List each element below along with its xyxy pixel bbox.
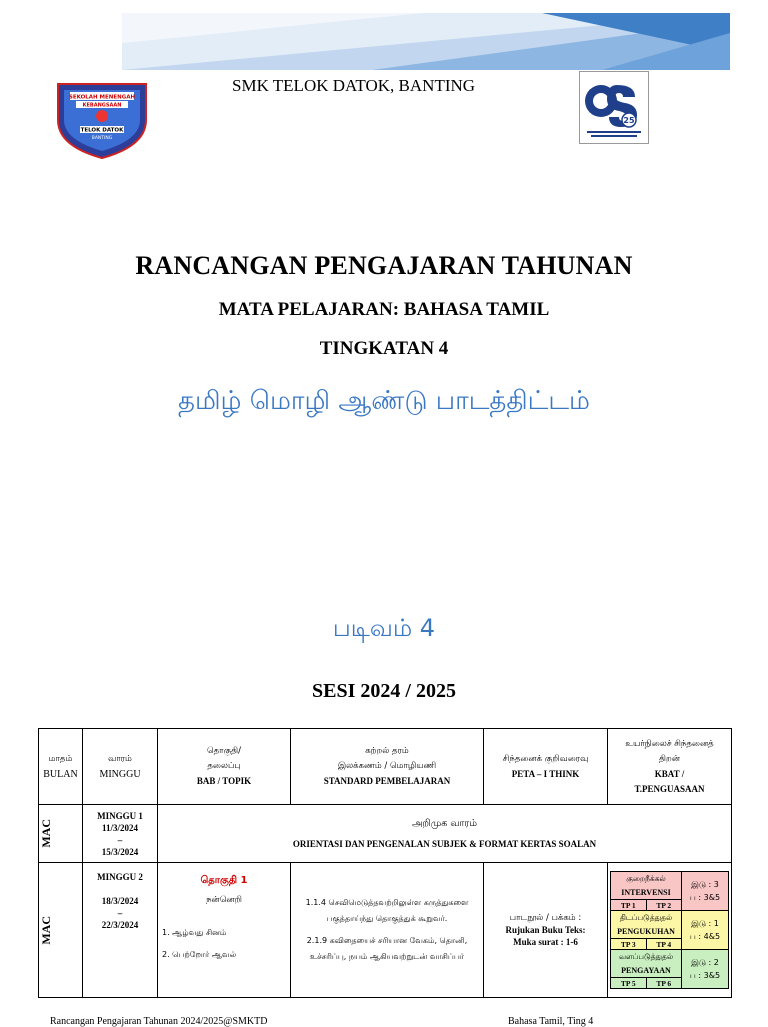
- row2-ref2: Muka surat : 1-6: [513, 937, 578, 947]
- school-name: SMK TELOK DATOK, BANTING: [232, 76, 476, 95]
- row1-month-label: MAC: [39, 819, 53, 848]
- header-kbat-ta1: உயர்நிலைச் சிந்தனைத்: [625, 738, 714, 749]
- row2-unit: தொகுதி 1: [200, 875, 248, 886]
- header-kbat-ta2: திறன்: [659, 753, 680, 764]
- crest-text-line2: KEBANGSAAN: [82, 102, 122, 109]
- subject-title: MATA PELAJARAN: BAHASA TAMIL: [218, 299, 550, 320]
- row1-date-from: 11/3/2024: [101, 822, 138, 833]
- header-month-label: BULAN: [43, 768, 78, 780]
- kbat-intervensi-tp: [611, 900, 681, 910]
- row2-ithink: [484, 863, 608, 998]
- row2-date-to: 22/3/2024: [101, 920, 139, 930]
- row2-item1: 1. ஆழ்வது சினம்: [162, 928, 227, 937]
- kbat-pengayaan-main: [611, 950, 682, 988]
- school-crest-logo: [50, 80, 154, 160]
- row2-item2: 2. பெற்றோர் ஆவல்: [162, 950, 237, 959]
- header-topic: [158, 729, 291, 805]
- header-kbat-label2: T.PENGUASAAN: [634, 783, 705, 794]
- header-banner: [122, 13, 730, 70]
- header-standard-ta2: இலக்கணம் / மொழியணி: [337, 761, 437, 771]
- kbat-pengayaan-label: PENGAYAAN: [611, 964, 681, 979]
- row1-date-to: 15/3/2024: [101, 846, 139, 857]
- header-week-ta: வாரம்: [108, 753, 132, 764]
- row2-week-label: MINGGU 2: [97, 872, 143, 882]
- education-logo: [579, 71, 649, 144]
- kbat-pengukuhan-side1: இடு : 1: [691, 919, 719, 928]
- logo-number: 25: [623, 116, 635, 125]
- kbat-intervensi-ta: குறைநீக்கல்: [626, 873, 666, 883]
- header-kbat-label1: KBAT /: [654, 768, 685, 779]
- row2-standard: [291, 863, 484, 998]
- kbat-intervensi-tp-b: TP 2: [656, 900, 672, 910]
- header-topic-ta2: தலைப்பு: [207, 761, 241, 771]
- header-standard: [291, 729, 484, 805]
- row1-week: [83, 805, 158, 863]
- row1-date-dash: –: [117, 834, 123, 845]
- row2-std2: 2.1.9 கவிதையைச் சரியான வேகம், தொனி, உச்சரிப்பு, நயம் ஆகியவற்றுடன் வாசிப்பர்: [306, 936, 468, 961]
- kbat-pengayaan-tp: [611, 978, 681, 988]
- level-title: TINGKATAN 4: [319, 338, 449, 359]
- crest-text-line3: TELOK DATOK: [80, 127, 124, 134]
- form-level-tamil: படிவம் 4: [332, 614, 436, 642]
- kbat-pengukuhan-side2: ப : 4&5: [689, 932, 721, 941]
- table-row: [39, 863, 732, 998]
- kbat-pengukuhan-ta: திடப்படுத்துதல்: [619, 912, 673, 922]
- header-ithink-label: PETA – I THINK: [511, 768, 580, 779]
- row2-topic: [158, 863, 291, 998]
- row2-ref1: Rujukan Buku Teks:: [505, 925, 586, 935]
- kbat-pengukuhan-main: [611, 911, 682, 949]
- session-title: SESI 2024 / 2025: [312, 680, 456, 702]
- table-header-row: [39, 729, 732, 805]
- footer-right: Bahasa Tamil, Ting 4: [508, 1016, 594, 1027]
- kbat-pengayaan-side2: ப : 3&5: [689, 971, 721, 980]
- kbat-intervensi-tp-a: TP 1: [611, 900, 647, 910]
- kbat-pengayaan-ta: வளப்படுத்துதல்: [618, 951, 674, 961]
- row1-intro-ta: அறிமுக வாரம்: [412, 818, 477, 829]
- kbat-intervensi-side2: ப : 3&5: [689, 893, 721, 902]
- header-ithink-ta: சிந்தனைக் குறிவரைவு: [502, 753, 589, 764]
- crest-text-line4: BANTING: [91, 136, 113, 141]
- kbat-intervensi-side1: இடு : 3: [691, 880, 719, 889]
- table-row: [39, 805, 732, 863]
- header-week: [83, 729, 158, 805]
- row2-week: [83, 863, 158, 998]
- header-week-label: MINGGU: [99, 768, 141, 780]
- kbat-pengayaan: [610, 950, 729, 989]
- row2-month-label: MAC: [39, 915, 53, 945]
- row2-std1: 1.1.4 செவிமெடுத்தவற்றிலுள்ள கருத்துகளை பகுத்தாய்ந்து தொகுத்துக் கூறுவர்.: [305, 898, 469, 923]
- header-kbat: [608, 729, 732, 805]
- kbat-intervensi-label: INTERVENSI: [611, 886, 681, 901]
- row2-month: [39, 863, 83, 998]
- row2-kbat: [608, 863, 732, 998]
- row1-orientation: [158, 805, 732, 863]
- row2-date-from: 18/3/2024: [101, 896, 139, 906]
- row2-unit-theme: நன்னெறி: [206, 895, 242, 905]
- header-topic-label: BAB / TOPIK: [196, 776, 252, 786]
- row1-orientation-text: ORIENTASI DAN PENGENALAN SUBJEK & FORMAT KERTAS SOALAN: [292, 839, 597, 849]
- row1-month: [39, 805, 83, 863]
- kbat-intervensi: [610, 871, 729, 911]
- tamil-title: தமிழ் மொழி ஆண்டு பாடத்திட்டம்: [178, 386, 590, 416]
- kbat-intervensi-side: [682, 872, 728, 910]
- kbat-pengukuhan-tp-a: TP 3: [611, 939, 647, 949]
- header-standard-ta1: கற்றல் தரம்: [365, 746, 409, 756]
- document-title: RANCANGAN PENGAJARAN TAHUNAN: [135, 251, 633, 280]
- header-ithink: [484, 729, 608, 805]
- kbat-pengukuhan-label: PENGUKUHAN: [611, 925, 681, 940]
- kbat-pengukuhan: [610, 911, 729, 950]
- kbat-pengukuhan-tp: [611, 939, 681, 949]
- row2-ref-ta: பாடநூல் / பக்கம் :: [509, 913, 582, 923]
- row1-week-label: MINGGU 1: [97, 810, 143, 821]
- kbat-pengukuhan-tp-b: TP 4: [656, 939, 672, 949]
- crest-text-line1: SEKOLAH MENENGAH: [68, 94, 136, 101]
- footer-left: Rancangan Pengajaran Tahunan 2024/2025@SMKTD: [50, 1016, 268, 1027]
- kbat-pengukuhan-side: [682, 911, 728, 949]
- kbat-pengayaan-side: [682, 950, 728, 988]
- row2-date-dash: –: [117, 908, 123, 918]
- lesson-plan-table: [38, 728, 732, 998]
- header-topic-ta1: தொகுதி/: [207, 746, 241, 756]
- header-standard-label: STANDARD PEMBELAJARAN: [323, 776, 451, 786]
- kbat-pengayaan-tp-a: TP 5: [611, 978, 647, 988]
- kbat-intervensi-main: [611, 872, 682, 910]
- header-month-ta: மாதம்: [48, 753, 73, 764]
- header-month: [39, 729, 83, 805]
- kbat-pengayaan-tp-b: TP 6: [656, 978, 672, 988]
- kbat-pengayaan-side1: இடு : 2: [691, 958, 719, 967]
